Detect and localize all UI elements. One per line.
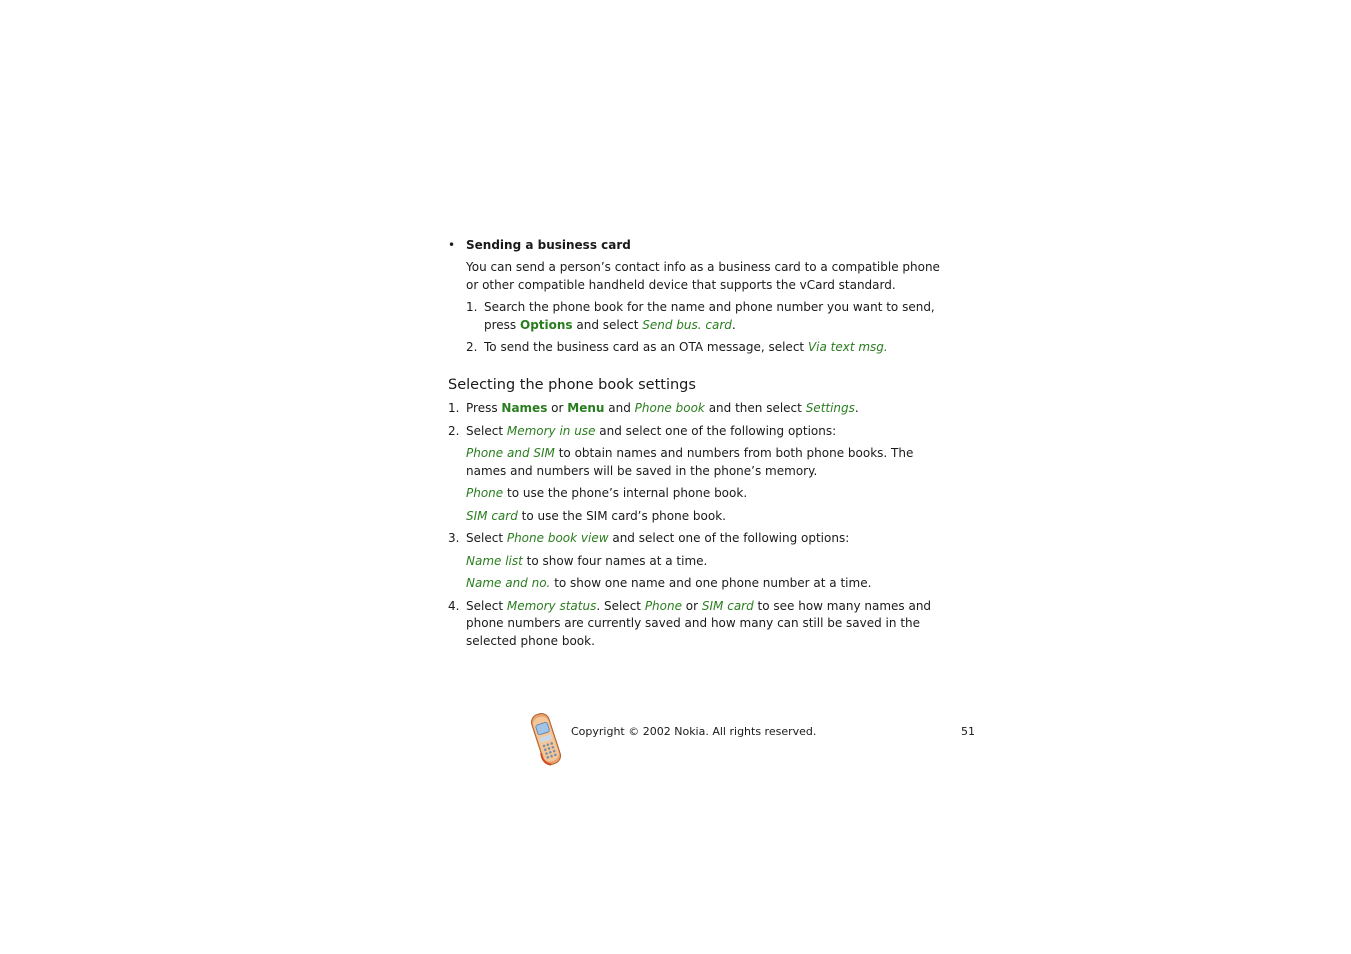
phone-option-label: Phone bbox=[466, 486, 504, 500]
name-and-no-option-label: Name and no. bbox=[466, 576, 551, 590]
text-segment: . bbox=[854, 401, 859, 415]
phone-book-menu-label: Phone book bbox=[634, 401, 705, 415]
via-text-msg-menu-label: Via text msg. bbox=[807, 340, 888, 354]
text-segment: or bbox=[547, 401, 568, 415]
text-segment: to show one name and one phone number at a time. bbox=[550, 576, 872, 590]
nokia-phone-icon bbox=[527, 711, 565, 767]
phone-book-view-menu-label: Phone book view bbox=[506, 531, 609, 545]
option-phone bbox=[466, 484, 921, 502]
text-segment: to use the SIM card’s phone book. bbox=[517, 509, 726, 523]
text-segment: and select bbox=[572, 318, 643, 332]
option-name-list bbox=[466, 552, 921, 570]
section-heading-phone-book-settings: Selecting the phone book settings bbox=[448, 377, 696, 393]
step-number: 4. bbox=[448, 599, 460, 613]
text-segment: to show four names at a time. bbox=[522, 554, 708, 568]
option-phone-and-sim-line2: names and numbers will be saved in the phone’s memory. bbox=[466, 464, 818, 478]
sim-card-option-label: SIM card bbox=[701, 599, 754, 613]
step-number: 3. bbox=[448, 531, 460, 545]
section-title-business-card: Sending a business card bbox=[466, 238, 631, 252]
text-segment: to see how many names and bbox=[753, 599, 932, 613]
settings-menu-label: Settings bbox=[805, 401, 855, 415]
text-segment: . bbox=[731, 318, 736, 332]
text-segment: . Select bbox=[596, 599, 645, 613]
option-name-and-no bbox=[466, 574, 921, 592]
phone-and-sim-option-label: Phone and SIM bbox=[466, 446, 555, 460]
step-number: 2. bbox=[466, 340, 478, 354]
names-key-label: Names bbox=[501, 401, 548, 415]
copyright-text: Copyright © 2002 Nokia. All rights reserved. bbox=[571, 725, 817, 738]
settings-step4-line3: selected phone book. bbox=[466, 634, 595, 648]
step1-line-1: Search the phone book for the name and phone number you want to send, bbox=[484, 300, 935, 314]
option-phone-and-sim-line1 bbox=[466, 444, 921, 462]
settings-step4-line1 bbox=[466, 597, 932, 615]
settings-step4-line2: phone numbers are currently saved and how many can still be saved in the bbox=[466, 616, 921, 630]
menu-key-label: Menu bbox=[567, 401, 605, 415]
step2-line bbox=[484, 338, 939, 356]
text-segment: or bbox=[681, 599, 702, 613]
memory-in-use-menu-label: Memory in use bbox=[506, 424, 596, 438]
text-segment: to use the phone’s internal phone book. bbox=[503, 486, 748, 500]
name-list-option-label: Name list bbox=[466, 554, 523, 568]
text-segment: Press bbox=[466, 401, 502, 415]
phone-option-label: Phone bbox=[644, 599, 682, 613]
intro-line-2: or other compatible handheld device that supports the vCard standard. bbox=[466, 278, 896, 292]
sim-card-option-label: SIM card bbox=[466, 509, 518, 523]
intro-line-1: You can send a person’s contact info as a business card to a compatible phone bbox=[466, 260, 940, 274]
send-bus-card-menu-label: Send bus. card bbox=[642, 318, 732, 332]
text-segment: Select bbox=[466, 599, 507, 613]
bullet-marker: • bbox=[448, 238, 456, 252]
text-segment: Select bbox=[466, 531, 507, 545]
memory-status-menu-label: Memory status bbox=[506, 599, 597, 613]
settings-step1 bbox=[466, 399, 921, 417]
settings-step2 bbox=[466, 422, 921, 440]
text-segment: and bbox=[604, 401, 635, 415]
step-number: 1. bbox=[466, 300, 478, 314]
step-number: 2. bbox=[448, 424, 460, 438]
step-number: 1. bbox=[448, 401, 460, 415]
text-segment: Select bbox=[466, 424, 507, 438]
settings-step3 bbox=[466, 529, 921, 547]
text-segment: and select one of the following options: bbox=[595, 424, 837, 438]
text-segment: and then select bbox=[704, 401, 806, 415]
text-segment: press bbox=[484, 318, 520, 332]
text-segment: and select one of the following options: bbox=[608, 531, 850, 545]
text-segment: to obtain names and numbers from both phone books. The bbox=[554, 446, 914, 460]
page-number: 51 bbox=[961, 725, 975, 738]
option-sim-card bbox=[466, 507, 921, 525]
text-segment: To send the business card as an OTA message, select bbox=[484, 340, 808, 354]
options-key-label: Options bbox=[520, 318, 573, 332]
step1-line-2 bbox=[484, 316, 939, 334]
